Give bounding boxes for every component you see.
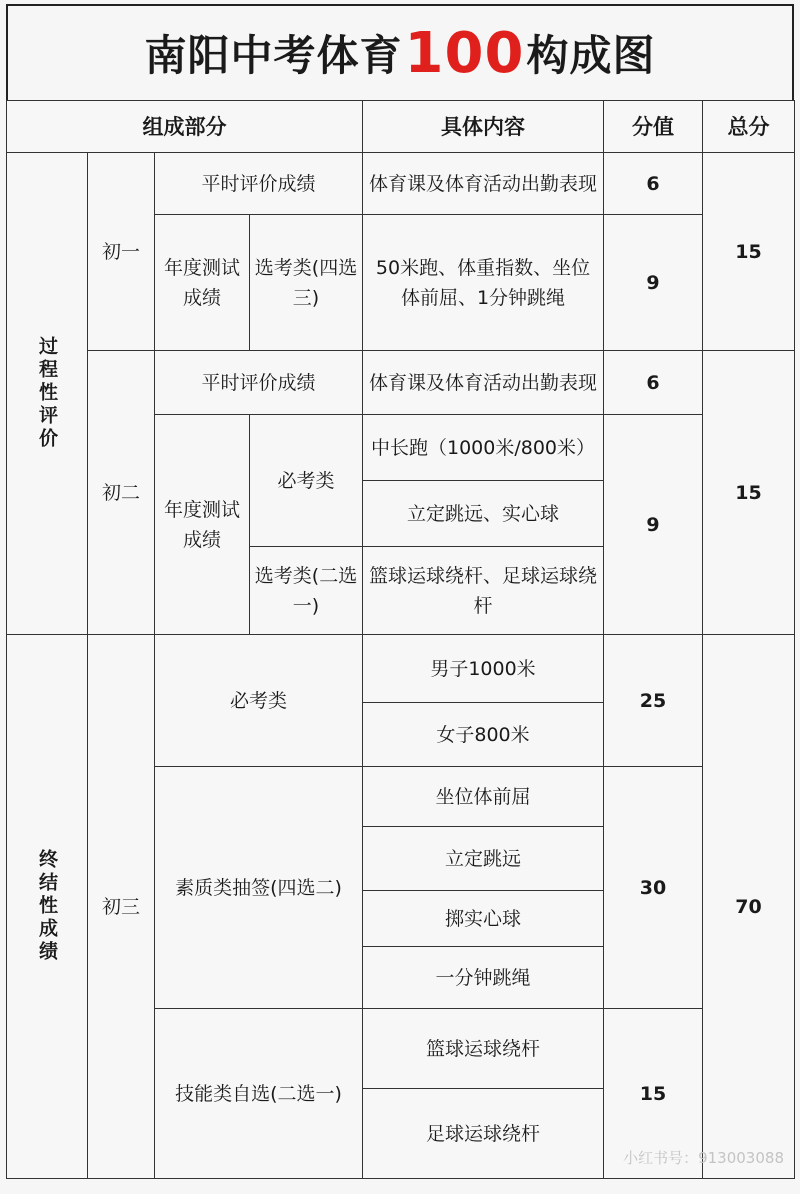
header-content: 具体内容 bbox=[363, 101, 604, 153]
final-quality-item-4: 一分钟跳绳 bbox=[363, 947, 604, 1009]
final-quality-score: 30 bbox=[604, 767, 703, 1009]
grade2-usual: 平时评价成绩 bbox=[155, 351, 363, 415]
header-score: 分值 bbox=[604, 101, 703, 153]
header-part: 组成部分 bbox=[7, 101, 363, 153]
grade1-total: 15 bbox=[703, 153, 795, 351]
final-skill-item-2: 足球运球绕杆 bbox=[363, 1089, 604, 1179]
grade2-required: 必考类 bbox=[250, 415, 363, 547]
grade1-elective: 选考类(四选三) bbox=[250, 215, 363, 351]
grade1-usual-content: 体育课及体育活动出勤表现 bbox=[363, 153, 604, 215]
table-row bbox=[7, 635, 795, 703]
final-label: 终结性成绩 bbox=[7, 635, 88, 1179]
grade1-label: 初一 bbox=[88, 153, 155, 351]
grade2-total: 15 bbox=[703, 351, 795, 635]
grade1-annual-score: 9 bbox=[604, 215, 703, 351]
grade2-elective: 选考类(二选一) bbox=[250, 547, 363, 635]
final-quality-item-2: 立定跳远 bbox=[363, 827, 604, 891]
final-required: 必考类 bbox=[155, 635, 363, 767]
grade2-label: 初二 bbox=[88, 351, 155, 635]
table-row bbox=[7, 351, 795, 415]
final-required-item-1: 男子1000米 bbox=[363, 635, 604, 703]
grade1-usual-score: 6 bbox=[604, 153, 703, 215]
grade2-required-item-1: 中长跑（1000米/800米） bbox=[363, 415, 604, 481]
page-title bbox=[6, 4, 794, 100]
watermark: 小红书号：913003088 bbox=[623, 1149, 784, 1167]
grade3-label: 初三 bbox=[88, 635, 155, 1179]
title-suffix: 构成图 bbox=[526, 31, 656, 80]
grade1-usual: 平时评价成绩 bbox=[155, 153, 363, 215]
final-quality-item-1: 坐位体前屈 bbox=[363, 767, 604, 827]
grade1-elective-content: 50米跑、体重指数、坐位体前屈、1分钟跳绳 bbox=[363, 215, 604, 351]
grade2-usual-score: 6 bbox=[604, 351, 703, 415]
grade2-required-item-2: 立定跳远、实心球 bbox=[363, 481, 604, 547]
table-row bbox=[7, 153, 795, 215]
title-prefix: 南阳中考体育 bbox=[144, 31, 403, 80]
header-row bbox=[7, 101, 795, 153]
final-required-score: 25 bbox=[604, 635, 703, 767]
final-skill-item-1: 篮球运球绕杆 bbox=[363, 1009, 604, 1089]
final-total: 70 bbox=[703, 635, 795, 1179]
grade2-annual-score: 9 bbox=[604, 415, 703, 635]
grade2-usual-content: 体育课及体育活动出勤表现 bbox=[363, 351, 604, 415]
final-quality: 素质类抽签(四选二) bbox=[155, 767, 363, 1009]
score-table bbox=[6, 100, 795, 1179]
final-skill: 技能类自选(二选一) bbox=[155, 1009, 363, 1179]
final-quality-item-3: 掷实心球 bbox=[363, 891, 604, 947]
grade2-elective-content: 篮球运球绕杆、足球运球绕杆 bbox=[363, 547, 604, 635]
final-required-item-2: 女子800米 bbox=[363, 703, 604, 767]
final-skill-score: 15 bbox=[604, 1009, 703, 1179]
grade2-annual: 年度测试成绩 bbox=[155, 415, 250, 635]
process-label: 过程性评价 bbox=[7, 153, 88, 635]
title-accent: 100 bbox=[404, 20, 525, 86]
header-total: 总分 bbox=[703, 101, 795, 153]
grade1-annual: 年度测试成绩 bbox=[155, 215, 250, 351]
